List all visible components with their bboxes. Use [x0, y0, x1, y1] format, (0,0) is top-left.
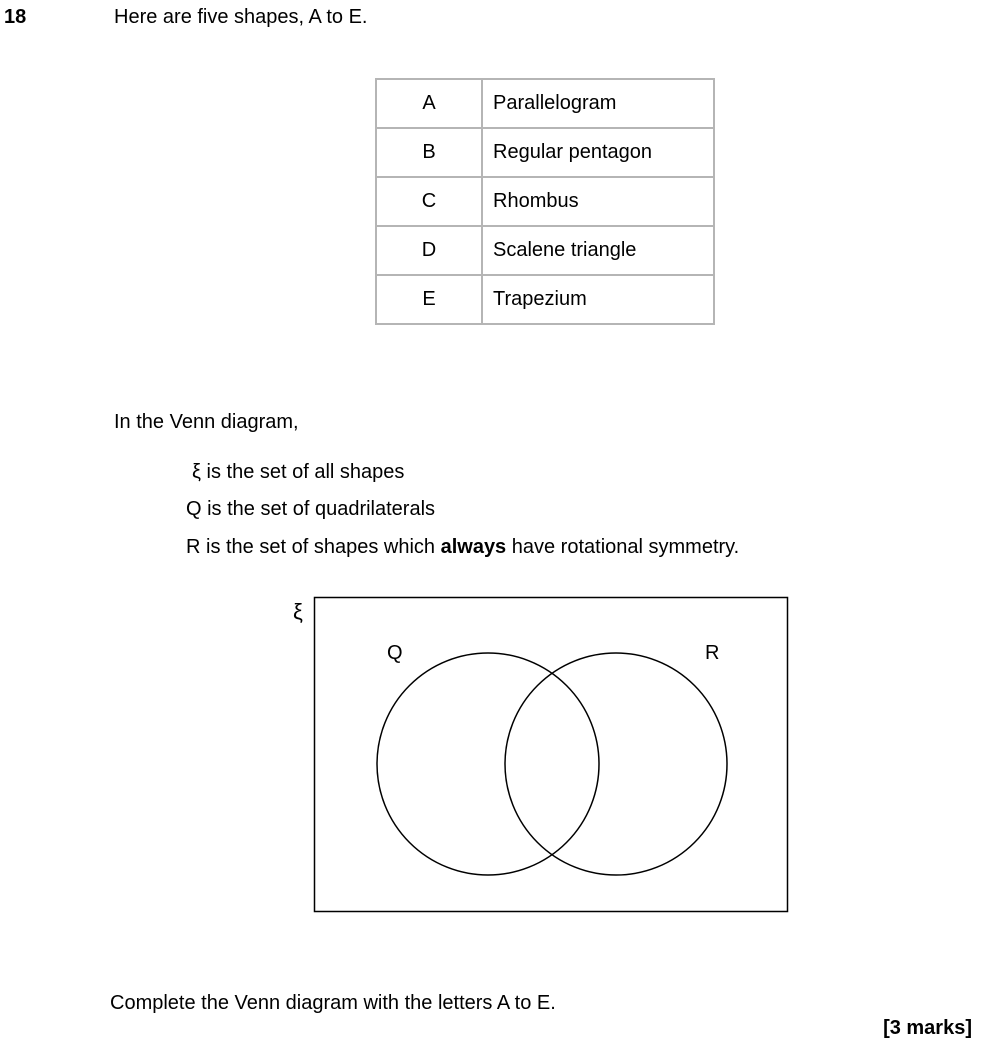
shape-name: Parallelogram — [482, 79, 714, 128]
definition-r-emphasis: always — [440, 536, 507, 558]
table-row — [376, 79, 714, 128]
shape-letter: C — [376, 177, 482, 226]
shape-letter: B — [376, 128, 482, 177]
venn-diagram — [285, 590, 795, 920]
table-row — [376, 177, 714, 226]
shapes-table — [375, 78, 715, 325]
venn-intro-text: In the Venn diagram, — [114, 411, 299, 433]
definition-r-start: R is the set of shapes which — [186, 536, 441, 558]
shape-letter: E — [376, 275, 482, 324]
shape-letter: A — [376, 79, 482, 128]
set-q-label: Q — [387, 642, 403, 664]
set-q-circle — [377, 653, 599, 875]
shape-letter: D — [376, 226, 482, 275]
shape-name: Scalene triangle — [482, 226, 714, 275]
shape-name: Rhombus — [482, 177, 714, 226]
definition-universal: ξ is the set of all shapes — [192, 461, 405, 483]
question-number: 18 — [4, 6, 27, 28]
set-r-circle — [505, 653, 727, 875]
shape-name: Regular pentagon — [482, 128, 714, 177]
marks-label: [3 marks] — [883, 1017, 972, 1039]
universal-set-symbol: ξ — [293, 599, 303, 624]
definition-r — [186, 536, 739, 559]
table-row — [376, 128, 714, 177]
table-row — [376, 226, 714, 275]
instruction-text: Complete the Venn diagram with the letters A to E. — [110, 992, 556, 1014]
question-intro: Here are five shapes, A to E. — [114, 6, 368, 28]
shape-name: Trapezium — [482, 275, 714, 324]
set-r-label: R — [705, 642, 720, 664]
table-row — [376, 275, 714, 324]
definition-r-end: have rotational symmetry. — [506, 536, 740, 558]
definition-q: Q is the set of quadrilaterals — [186, 498, 436, 520]
